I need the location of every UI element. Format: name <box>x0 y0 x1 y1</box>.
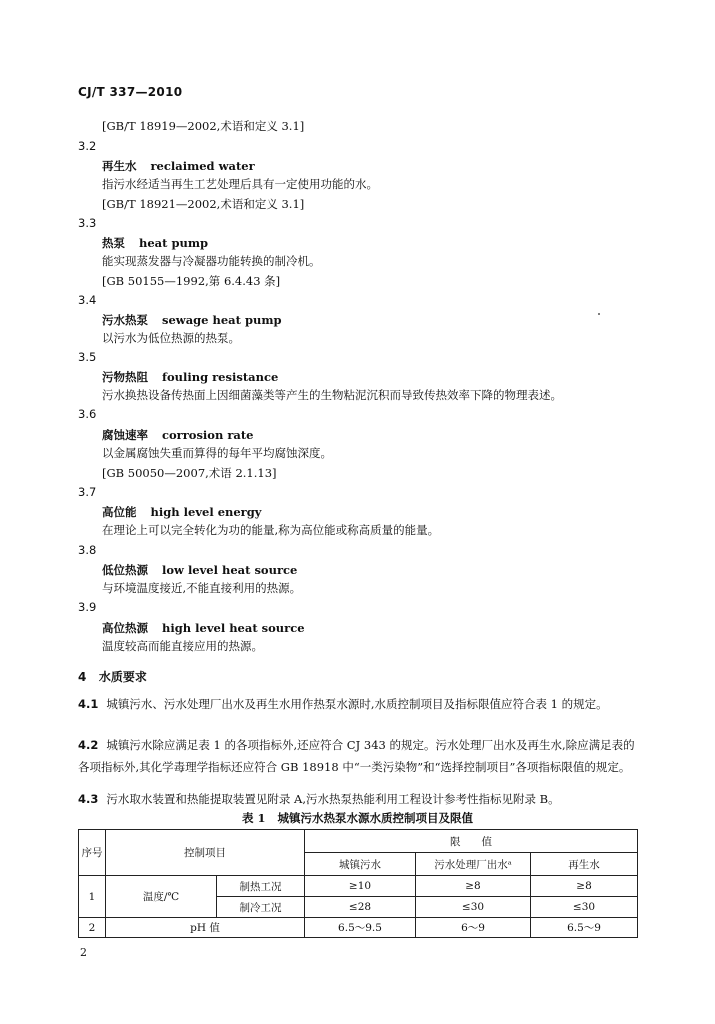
definition-3-9: 温度较高而能直接应用的热源。 <box>102 639 263 653</box>
clause-number: 3.2 <box>78 139 97 153</box>
table-number: 表 1 <box>241 811 266 825</box>
section-number: 4 <box>78 670 87 684</box>
cell-value: ≥8 <box>531 876 638 897</box>
table-row <box>79 876 638 897</box>
paragraph-4-2 <box>78 734 638 778</box>
cell-item: 温度/℃ <box>106 876 217 918</box>
reference-3-1: [GB/T 18919—2002,术语和定义 3.1] <box>102 119 305 133</box>
header-seq: 序号 <box>79 830 106 876</box>
term-en: low level heat source <box>162 563 298 577</box>
paragraph-4-1 <box>78 693 638 715</box>
term-3-4 <box>102 312 282 328</box>
clause-number: 3.8 <box>78 543 97 557</box>
term-3-8 <box>102 562 297 578</box>
table-title: 城镇污水热泵水源水质控制项目及限值 <box>277 811 473 825</box>
paragraph-text: 城镇污水除应满足表 1 的各项指标外,还应符合 CJ 343 的规定。污水处理厂出水及再生水,除应满足表的各项指标外,其化学毒理学指标还应符合 GB 18918 中“一类污染物”和“选择控制项目”各项指标限值的规定。 <box>78 738 635 774</box>
term-en: high level heat source <box>162 621 305 635</box>
definition-3-8: 与环境温度接近,不能直接利用的热源。 <box>102 581 302 595</box>
clause-number: 3.3 <box>78 216 97 230</box>
term-cn: 高位能 <box>102 505 137 519</box>
cell-value: ≥8 <box>416 876 531 897</box>
header-col-plant-effluent: 污水处理厂出水ᵃ <box>416 853 531 876</box>
term-cn: 腐蚀速率 <box>102 428 148 442</box>
definition-3-4: 以污水为低位热源的热泵。 <box>102 331 240 345</box>
definition-3-6: 以金属腐蚀失重而算得的每年平均腐蚀深度。 <box>102 446 332 460</box>
paragraph-text: 城镇污水、污水处理厂出水及再生水用作热泵水源时,水质控制项目及指标限值应符合表 1 的规定。 <box>106 697 608 711</box>
clause-number: 3.7 <box>78 485 97 499</box>
paragraph-text: 污水取水装置和热能提取装置见附录 A,污水热泵热能利用工程设计参考性指标见附录 B。 <box>106 792 560 806</box>
cell-seq: 2 <box>79 918 106 938</box>
header-col-reclaimed-water: 再生水 <box>531 853 638 876</box>
term-en: heat pump <box>139 236 209 250</box>
section-heading-4 <box>78 668 147 685</box>
definition-3-7: 在理论上可以完全转化为功的能量,称为高位能或称高质量的能量。 <box>102 523 440 537</box>
term-en: corrosion rate <box>162 428 254 442</box>
cell-value: ≤30 <box>531 897 638 918</box>
term-en: reclaimed water <box>150 159 255 173</box>
clause-number: 3.6 <box>78 407 97 421</box>
page-number: 2 <box>80 946 87 959</box>
term-3-5 <box>102 369 278 385</box>
term-3-2 <box>102 158 255 174</box>
term-3-7 <box>102 504 261 520</box>
header-control-item: 控制项目 <box>106 830 305 876</box>
cell-value: ≤28 <box>305 897 416 918</box>
cell-seq: 1 <box>79 876 106 918</box>
cell-value: 6.5～9.5 <box>305 918 416 938</box>
section-title: 水质要求 <box>98 670 147 684</box>
table-caption <box>0 810 715 826</box>
header-col-urban-sewage: 城镇污水 <box>305 853 416 876</box>
scan-speck <box>598 313 600 315</box>
term-cn: 污物热阻 <box>102 370 148 384</box>
term-cn: 再生水 <box>102 159 137 173</box>
cell-sub: 制冷工况 <box>217 897 305 918</box>
paragraph-number: 4.1 <box>78 697 99 711</box>
definition-3-2: 指污水经适当再生工艺处理后具有一定使用功能的水。 <box>102 177 378 191</box>
reference-3-2: [GB/T 18921—2002,术语和定义 3.1] <box>102 197 305 211</box>
term-3-9 <box>102 620 305 636</box>
paragraph-4-3 <box>78 788 638 810</box>
term-en: sewage heat pump <box>162 313 282 327</box>
cell-value: ≤30 <box>416 897 531 918</box>
term-cn: 低位热源 <box>102 563 148 577</box>
term-cn: 高位热源 <box>102 621 148 635</box>
cell-sub: 制热工况 <box>217 876 305 897</box>
cell-value: 6～9 <box>416 918 531 938</box>
definition-3-5: 污水换热设备传热面上因细菌藻类等产生的生物粘泥沉积而导致传热效率下降的物理表述。 <box>102 388 562 402</box>
reference-3-3: [GB 50155—1992,第 6.4.43 条] <box>102 274 281 288</box>
clause-number: 3.4 <box>78 293 97 307</box>
paragraph-number: 4.3 <box>78 792 99 806</box>
cell-value: 6.5～9 <box>531 918 638 938</box>
water-quality-table <box>78 829 638 938</box>
term-en: high level energy <box>150 505 262 519</box>
term-3-3 <box>102 235 208 251</box>
reference-3-6: [GB 50050—2007,术语 2.1.13] <box>102 466 277 480</box>
definition-3-3: 能实现蒸发器与冷凝器功能转换的制冷机。 <box>102 254 321 268</box>
standard-code-header: CJ/T 337—2010 <box>78 85 183 99</box>
term-en: fouling resistance <box>162 370 279 384</box>
cell-item: pH 值 <box>106 918 305 938</box>
clause-number: 3.5 <box>78 350 97 364</box>
term-cn: 热泵 <box>102 236 125 250</box>
clause-number: 3.9 <box>78 600 97 614</box>
term-cn: 污水热泵 <box>102 313 148 327</box>
term-3-6 <box>102 427 253 443</box>
paragraph-number: 4.2 <box>78 738 99 752</box>
table-row <box>79 918 638 938</box>
cell-value: ≥10 <box>305 876 416 897</box>
header-limit: 限 值 <box>305 830 638 853</box>
